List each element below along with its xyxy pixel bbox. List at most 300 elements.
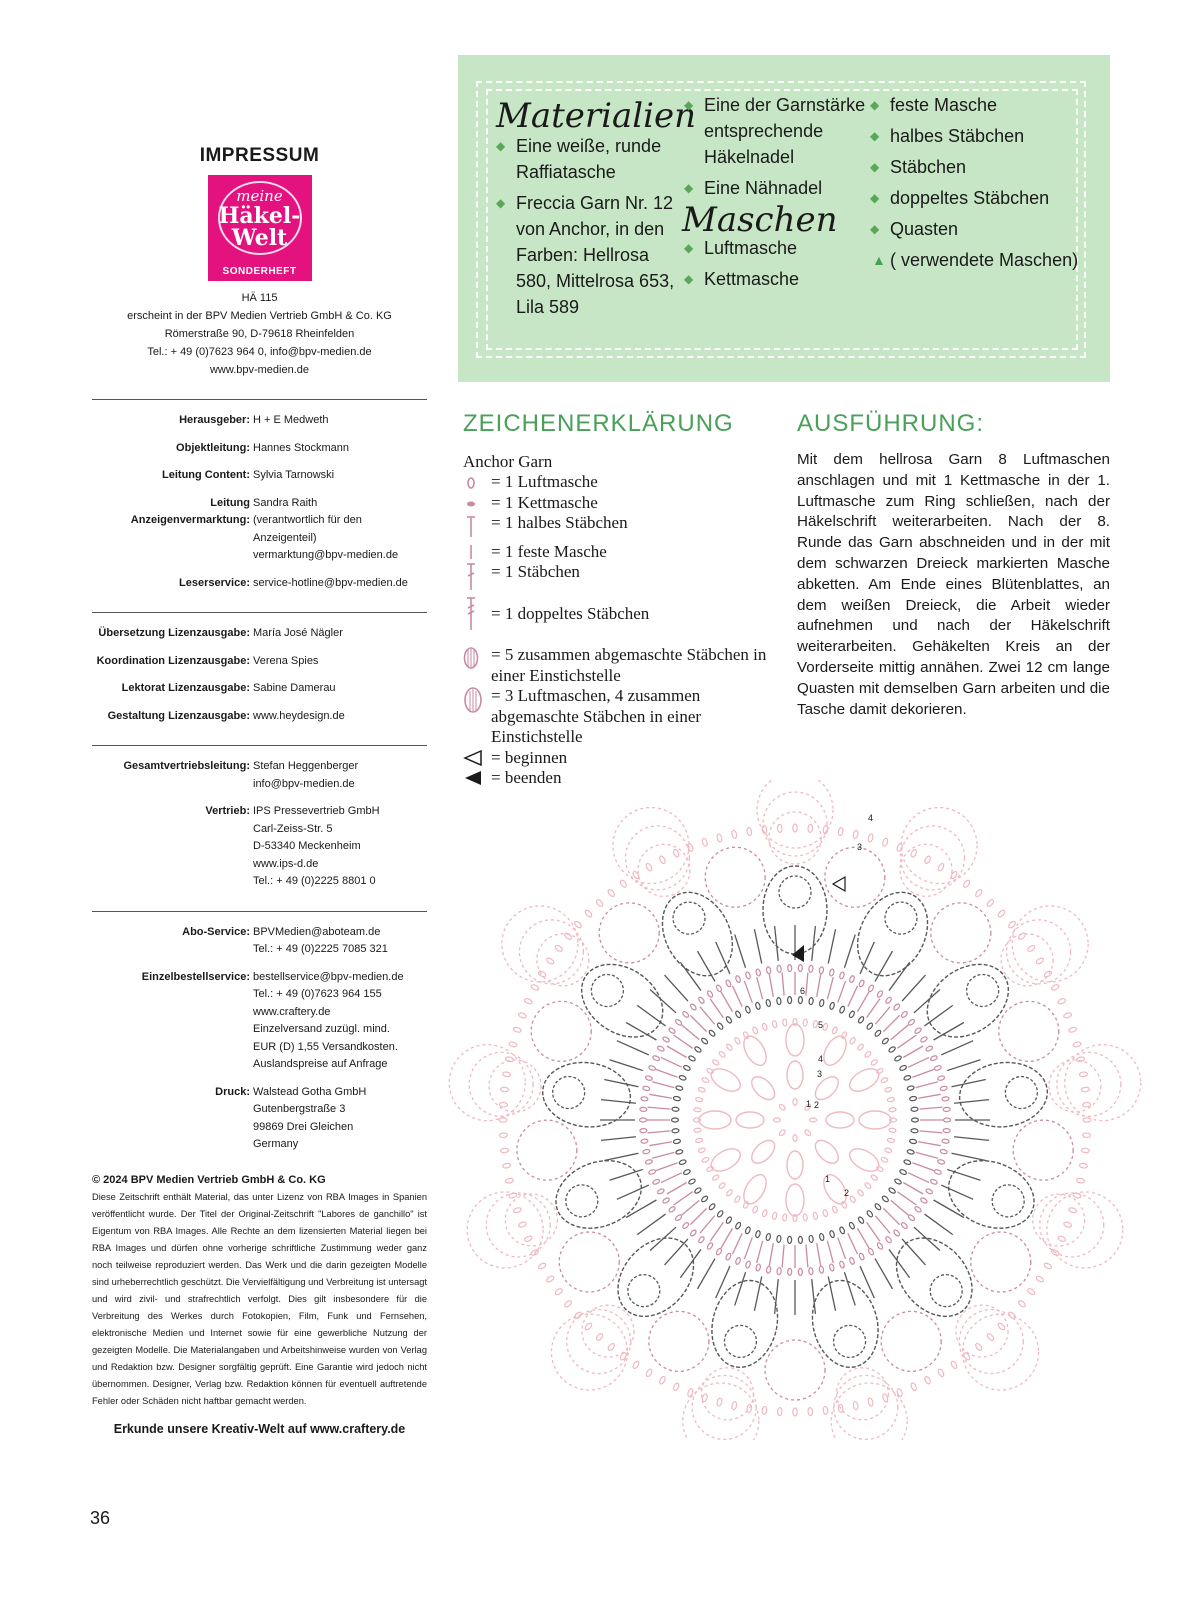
cluster-five-icon [463, 645, 485, 671]
inner-chain [712, 1059, 720, 1066]
inner-chain [743, 1201, 750, 1209]
mauve-stitch [912, 1163, 934, 1171]
gray-chain [716, 1210, 723, 1218]
gray-stitch [812, 1279, 816, 1314]
gray-chain [755, 1230, 761, 1238]
legend-item-sc [463, 542, 783, 563]
gray-chain [798, 1236, 802, 1243]
white-triangle-icon [463, 748, 485, 768]
mauve-stitch [769, 1243, 773, 1266]
mauve-stitch [827, 977, 833, 999]
edging-chain [574, 1311, 583, 1320]
mauve-chain [925, 1188, 933, 1195]
credit-value-line: (verantwortlich für den [253, 514, 362, 526]
mauve-chain [798, 965, 802, 972]
edging-chain [731, 1401, 737, 1410]
gray-chain [787, 997, 791, 1004]
gray-stitch [735, 1272, 746, 1305]
edging-chain [1083, 1118, 1091, 1122]
inner-chain [701, 1157, 709, 1164]
materials-column-2 [684, 92, 870, 292]
mauve-stitch [648, 1107, 671, 1109]
mauve-scallop [559, 1232, 619, 1292]
gray-stitch [889, 962, 910, 990]
legend-section [463, 410, 783, 789]
round-number-label: 4 [818, 1054, 824, 1064]
edging-chain [554, 944, 563, 952]
inner-chain [803, 1019, 808, 1026]
stitch-item: ◆ feste Masche [870, 92, 1090, 118]
credit-value [253, 575, 427, 593]
edging-chain [1082, 1102, 1090, 1107]
mauve-chain [893, 1229, 901, 1237]
mauve-stitch [912, 1069, 934, 1077]
inner-chain [772, 1212, 777, 1220]
gray-stitch [941, 1041, 973, 1055]
gray-chain [881, 1195, 889, 1203]
legend-text: = 5 zusammen abgemaschte Stäbchen in einer Einstichstelle [491, 645, 767, 685]
mauve-chain [657, 1045, 665, 1052]
edging-scallop [537, 934, 589, 986]
edging-chain [673, 1382, 680, 1391]
legend-item-cluster5 [463, 645, 783, 686]
gray-chain [745, 1006, 751, 1014]
credit-row [92, 1084, 427, 1154]
credit-value [253, 1084, 427, 1154]
mauve-chain [942, 1096, 949, 1101]
mauve-chain [788, 1268, 792, 1275]
gray-stitch [735, 935, 746, 968]
mauve-stitch [661, 1057, 682, 1067]
gray-chain [716, 1022, 723, 1030]
mauve-chain [914, 1206, 922, 1213]
mauve-stitch [918, 1094, 941, 1098]
center-ring [804, 1129, 812, 1137]
gray-stitch [875, 951, 893, 981]
stitch-item: ◆ Luftmasche [684, 235, 870, 261]
mauve-stitch [690, 1208, 706, 1224]
inner-chain [718, 1051, 726, 1059]
materials-title: Materialien [496, 96, 697, 136]
crochet-diagram [440, 780, 1150, 1440]
mauve-chain [920, 1036, 928, 1043]
mauve-chain [849, 975, 855, 983]
edging-scallop [505, 1194, 557, 1246]
edging-chain [500, 1087, 508, 1092]
mauve-stitch [710, 1222, 723, 1241]
center-cluster [826, 1112, 854, 1128]
page-number: 36 [90, 1508, 111, 1528]
edging-chain [793, 1408, 797, 1416]
mauve-chain [745, 971, 751, 979]
credit-value-line: Sabine Damerau [253, 682, 336, 694]
gray-chain [755, 1002, 761, 1010]
credit-value [253, 803, 427, 891]
magazine-logo [208, 175, 312, 281]
cluster-four-icon [463, 686, 487, 716]
center-cluster [787, 1061, 803, 1089]
credit-label: Leitung Content: [162, 469, 250, 481]
credit-value-line: www.heydesign.de [253, 709, 345, 722]
gray-chain [694, 1187, 702, 1194]
edging-chain [1017, 1300, 1026, 1308]
gray-chain [701, 1195, 709, 1203]
edging-scallop [1047, 1192, 1123, 1268]
mauve-stitch [652, 1152, 674, 1158]
mauve-chain [706, 1242, 713, 1250]
edging-scallop [834, 1375, 898, 1439]
mauve-chain [689, 1229, 697, 1237]
gray-chain [819, 999, 824, 1007]
divider [92, 399, 427, 400]
chain-stitch-icon [463, 472, 485, 492]
inner-chain [762, 1209, 768, 1217]
mauve-chain [645, 1075, 653, 1081]
edging-scallop [467, 1192, 543, 1268]
edging-chain [1043, 970, 1052, 978]
edging-chain [1081, 1148, 1089, 1153]
mauve-stitch [674, 1192, 693, 1205]
credit-label: Objektleitung: [176, 441, 250, 454]
mauve-stitch [858, 1228, 870, 1248]
gray-chain [735, 1222, 742, 1230]
edging-chain [986, 899, 995, 908]
inner-chain [712, 1174, 720, 1181]
gray-chain [766, 999, 771, 1007]
gray-chain [683, 1065, 691, 1072]
gray-stitch [601, 1137, 636, 1141]
gray-chain [903, 1159, 911, 1165]
mauve-chain [698, 996, 705, 1004]
gray-stitch [698, 1259, 716, 1289]
credit-row [92, 625, 427, 643]
inner-cluster [739, 1171, 771, 1208]
mauve-chain [675, 1214, 683, 1222]
inner-chain [701, 1077, 709, 1084]
legend-text: = 1 doppeltes Stäbchen [491, 603, 650, 623]
mauve-stitch [757, 977, 763, 999]
inner-chain [887, 1138, 895, 1143]
mauve-chain [698, 1236, 705, 1244]
publisher-contact: Tel.: + 49 (0)7623 964 0, info@bpv-medien.de [147, 346, 372, 358]
round-number-label: 3 [817, 1069, 823, 1079]
edging-chain [564, 932, 573, 940]
edging-chain [853, 830, 859, 839]
mauve-stitch [710, 999, 723, 1018]
edging-scallop [1065, 1045, 1141, 1121]
mauve-stitch [700, 1007, 715, 1025]
material-item: ◆ Eine weiße, runde Raffiatasche [496, 133, 686, 185]
edging-chain [1017, 932, 1026, 940]
mauve-chain [668, 1206, 676, 1213]
center-cluster [748, 1073, 779, 1104]
gray-petal-loop [591, 974, 623, 1006]
inner-chain [803, 1214, 808, 1221]
credit-label: Übersetzung Lizenzausgabe: [98, 627, 250, 639]
mauve-stitch [827, 1241, 833, 1263]
mauve-chain [944, 1118, 951, 1122]
mauve-stitch [897, 1035, 916, 1048]
edging-chain [659, 1376, 667, 1385]
mauve-chain [930, 1179, 938, 1186]
gray-chain [909, 1096, 917, 1101]
gray-stitch [941, 1185, 973, 1199]
edging-chain [731, 830, 737, 839]
gray-stitch [604, 1079, 638, 1086]
credit-label: Einzelbestellservice: [141, 970, 250, 983]
gray-petal-loop [1005, 1077, 1037, 1109]
gray-chain [735, 1010, 742, 1018]
credit-row [92, 680, 427, 698]
mauve-chain [937, 1075, 945, 1081]
inner-chain [694, 1107, 701, 1112]
edging-chain [950, 1360, 958, 1369]
mauve-stitch [867, 999, 880, 1018]
gray-stitch [889, 1249, 910, 1277]
gray-chain [829, 1002, 835, 1010]
legend-text: = 1 Luftmasche [491, 472, 598, 491]
edging-chain [584, 909, 593, 918]
mauve-chain [675, 1019, 683, 1027]
inner-chain [695, 1138, 703, 1143]
mauve-chain [755, 969, 761, 977]
credit-row [92, 969, 427, 1074]
edging-chain [867, 834, 873, 843]
edging-chain [530, 984, 539, 992]
mauve-chain [934, 1065, 942, 1071]
edging-chain [546, 1275, 555, 1283]
inner-chain [849, 1037, 856, 1045]
gray-petal-loop [628, 1275, 660, 1307]
mauve-chain [642, 1149, 650, 1154]
edging-chain [701, 838, 708, 847]
mauve-scallop [517, 1120, 577, 1180]
round-number-label: 3 [857, 842, 863, 852]
inner-chain [841, 1201, 848, 1209]
center-ring [774, 1118, 781, 1122]
edging-chain [853, 1401, 859, 1410]
edging-chain [1081, 1087, 1089, 1092]
edging-chain [518, 1012, 527, 1019]
edging-chain [1043, 1262, 1052, 1270]
edging-scallop [702, 1368, 754, 1420]
mauve-stitch [682, 1025, 700, 1040]
mauve-stitch [908, 1173, 929, 1183]
material-item: ◆ Freccia Garn Nr. 12 von Anchor, in den Farben: Hellrosa 580, Mittelrosa 653, Lila 589 [496, 190, 686, 320]
gray-chain [858, 1216, 865, 1224]
edging-chain [950, 871, 958, 880]
copyright-text: Diese Zeitschrift enthält Material, das unter Lizenz von RBA Images in Spanien veröffentlicht wurde. Der Titel der Original-Zeitschrift "Labores de ganchillo" ist Eigentum von RBA Images. Alle Rechte an dem lizensierten Material liegen bei RBA Images und dürfen ohne vorherige schriftliche Zustimmung weder ganz noch teilweise reproduziert werden. Das Werk und die darin gezeigten Modelle sind urheberrechtlich geschützt. Die Vervielfältigung und Verbreitung ist untersagt und wird zivil- und strafrechtlich verfolgt. Dies gilt insbesondere für die Verbreitung des Werkes durch Fotokopien, Film, Funk und Fernsehen, elektronische Medien und Internet sowie für eine gewerbliche Nutzung der gezeigten Modelle. Die Materialangaben und Arbeitshinweise wurden von Verlag und Redaktion bzw. Designer sorgfältig geprüft. Eine Garantie wird jedoch nicht übernommen. Designer, Verlag bzw. Redaktion können für eventuell auftretende Fehler oder Schäden nicht haftbar gemacht werden. [92, 1191, 427, 1406]
treble-crochet-icon [463, 596, 485, 632]
credit-row [92, 495, 427, 565]
mauve-chain [876, 1242, 883, 1250]
edging-chain [546, 957, 555, 965]
edging-chain [963, 1352, 971, 1361]
round-number-label: 2 [814, 1100, 820, 1110]
mauve-scallop [971, 1232, 1031, 1292]
edging-chain [997, 1322, 1006, 1331]
round-number-label: 1 [806, 1099, 812, 1109]
gray-chain [839, 1006, 845, 1014]
inner-chain [876, 1068, 884, 1075]
mauve-chain [735, 975, 741, 983]
credit-value-line: H + E Medweth [253, 414, 329, 426]
gray-chain [829, 1230, 835, 1238]
edging-scallop [638, 844, 690, 896]
edging-chain [595, 899, 604, 908]
gray-petal-loop [779, 876, 811, 908]
mauve-chain [925, 1045, 933, 1052]
inner-chain [876, 1166, 884, 1173]
credit-label: Druck: [215, 1085, 250, 1098]
gray-stitch [934, 1200, 964, 1218]
mauve-stitch [806, 1245, 808, 1268]
gray-stitch [844, 935, 855, 968]
edging-chain [584, 1322, 593, 1331]
credit-label: Abo-Service: [182, 925, 250, 938]
gray-chain [708, 1029, 716, 1037]
edging-chain [963, 879, 971, 888]
copyright-block [92, 1172, 427, 1410]
mauve-stitch [903, 1183, 923, 1195]
mauve-chain [755, 1264, 761, 1272]
stitch-item: ◆ halbes Stäbchen [870, 123, 1090, 149]
mauve-chain [914, 1027, 922, 1034]
gray-chain [888, 1046, 896, 1053]
gray-stitch [716, 942, 730, 974]
edging-chain [838, 827, 844, 836]
credit-value-line: bestellservice@bpv-medien.de [253, 970, 404, 983]
mauve-chain [640, 1107, 647, 1111]
inner-chain [849, 1195, 856, 1203]
inner-cluster [819, 1032, 851, 1069]
gray-chain [679, 1159, 687, 1165]
edging-chain [1068, 1207, 1077, 1214]
credit-value-line: Hannes Stockmann [253, 441, 349, 454]
gray-chain [881, 1037, 889, 1045]
legend-subtitle: Anchor Garn [463, 452, 553, 471]
publisher-address: Römerstraße 90, D-79618 Rheinfelden [164, 328, 355, 340]
mauve-scallop [765, 1340, 825, 1400]
single-crochet-icon [463, 542, 485, 562]
edging-chain [937, 863, 945, 872]
mauve-stitch [916, 1082, 938, 1088]
gray-stitch [716, 1266, 730, 1298]
mauve-stitch [690, 1015, 706, 1031]
credit-value-line: Auslandspreise auf Anfrage [253, 1058, 388, 1070]
credit-row [92, 924, 427, 959]
explore-link[interactable]: Erkunde unsere Kreativ-Welt auf www.craftery.de [113, 1421, 406, 1436]
edging-chain [1073, 1192, 1082, 1198]
edging-chain [808, 1407, 813, 1415]
gray-stitch [698, 951, 716, 981]
half-double-icon [463, 513, 485, 539]
credit-label: Lektorat Lizenzausgabe: [121, 682, 250, 694]
edging-chain [564, 1300, 573, 1308]
gray-chain [912, 1118, 919, 1122]
edging-chain [1073, 1041, 1082, 1047]
edging-chain [1063, 1221, 1072, 1228]
gray-chain [866, 1210, 873, 1218]
gray-stitch [626, 1200, 656, 1218]
credit-label: Leserservice: [179, 576, 250, 589]
mauve-chain [788, 965, 792, 972]
mauve-chain [809, 965, 814, 972]
mauve-stitch [848, 1233, 858, 1254]
legend-item-tr [463, 604, 783, 625]
issue-code: HÄ 115 [241, 292, 278, 304]
edging-chain [747, 1404, 753, 1413]
mauve-stitch [744, 1237, 752, 1259]
round-number-label: 1 [825, 1174, 831, 1184]
gray-stitch [947, 1169, 980, 1180]
gray-stitch [665, 1239, 688, 1265]
gray-chain [848, 1010, 855, 1018]
edging-chain [1035, 957, 1044, 965]
mauve-chain [942, 1139, 949, 1144]
gray-petal-loop [566, 1185, 598, 1217]
mauve-chain [907, 1019, 915, 1027]
logo-line-2: Häkel- [218, 203, 301, 229]
mauve-stitch [918, 1142, 941, 1146]
edging-chain [716, 1398, 722, 1407]
mauve-chain [858, 1253, 865, 1261]
mauve-stitch [920, 1107, 943, 1109]
gray-chain [848, 1222, 855, 1230]
credit-value-line: María José Nägler [253, 627, 343, 639]
credit-value [253, 440, 427, 458]
gray-stitch [875, 1259, 893, 1289]
legend-text: = 1 halbes Stäbchen [491, 513, 628, 532]
mauve-chain [725, 979, 732, 987]
gray-petal [913, 949, 1022, 1052]
edging-chain [986, 1333, 995, 1342]
mauve-chain [648, 1169, 656, 1175]
mauve-stitch [667, 1183, 687, 1195]
legend-item-hdc [463, 513, 783, 534]
mauve-stitch [817, 1243, 821, 1266]
mauve-chain [706, 990, 713, 998]
mauve-chain [858, 979, 865, 987]
gray-chain [708, 1203, 716, 1211]
gray-chain [907, 1149, 915, 1155]
edging-scallop [551, 1314, 627, 1390]
gray-petal [844, 880, 942, 988]
mauve-stitch [806, 973, 808, 996]
gray-chain [874, 1203, 882, 1211]
gray-chain [679, 1075, 687, 1081]
credits-group-3 [92, 758, 427, 891]
mauve-chain [662, 1197, 670, 1204]
gray-chain [776, 997, 781, 1004]
mauve-chain [640, 1118, 647, 1122]
edging-scallop [692, 1375, 756, 1439]
mauve-stitch [732, 986, 742, 1007]
mauve-stitch [649, 1094, 672, 1098]
edging-chain [505, 1178, 514, 1184]
inner-chain [782, 1214, 787, 1221]
edging-chain [632, 1360, 640, 1369]
mauve-chain [682, 1222, 690, 1230]
mauve-chain [885, 996, 892, 1004]
divider [92, 745, 427, 746]
gray-chain [675, 1149, 683, 1155]
inner-chain [884, 1147, 892, 1153]
gray-stitch [828, 929, 835, 963]
used-stitches-text: ( verwendete Maschen) [890, 250, 1079, 270]
credit-value [253, 680, 427, 698]
mauve-stitch [858, 992, 870, 1012]
